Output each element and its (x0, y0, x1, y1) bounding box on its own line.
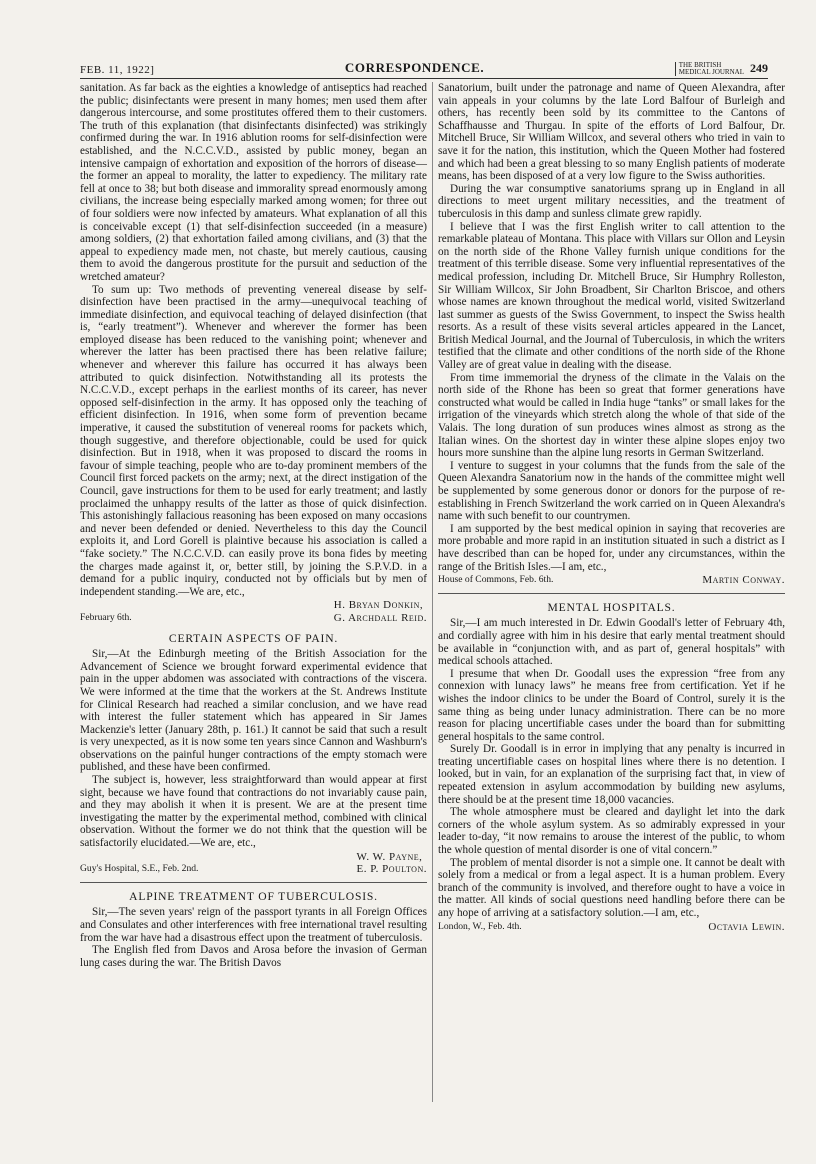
section-rule (80, 882, 427, 883)
signature-name: H. Bryan Donkin, (333, 599, 424, 612)
paragraph: The English fled from Davos and Arosa before the invasion of German lung cases during the war. The British Davos (80, 944, 427, 969)
paragraph: From time immemorial the dryness of the climate in the Valais on the north side of the Rhone has been so great that former generations have constructed what would be called in India huge “tanks” or small lakes for the irrigation of the vineyards which stretch along the whole of that side of the Valais. The long duration of sun produces wines almost as strong as the Italian wines. On the shortest day in winter these alpine slopes enjoy two hours more sunshine than the alpine lung resorts in German Switzerland. (438, 371, 785, 460)
signature-block (438, 574, 785, 587)
article-heading: ALPINE TREATMENT OF TUBERCULOSIS. (129, 889, 378, 903)
signature-name: E. P. Poulton. (356, 863, 427, 876)
signature-block (80, 599, 427, 624)
article-heading: CERTAIN ASPECTS OF PAIN. (168, 631, 339, 645)
paragraph: I presume that when Dr. Goodall uses the expression “free from any connexion with lunacy laws” he means free from certification. Yet if he wishes the indoor clinics to be under the Board of Control, surely it is the same thing as being under lunacy administration. There can be no more reason for placing uncertifiable cases under the board than for submitting general hospitals to the same control. (438, 667, 785, 743)
signature-block (80, 851, 427, 876)
page-header (80, 54, 768, 79)
paragraph: Sanatorium, built under the patronage and name of Queen Alexandra, after vain appeals in your columns by the late Lord Balfour of Burleigh and others, has recently been sold by its committee to the Cantons of Schaffhausse and Thurgau. In spite of the efforts of Lord Balfour, Dr. Mitchell Bruce, Sir William Willcox, and several others who tried in vain to save it for the nation, this institution, which the Queen Mother had fostered and which had been a great blessing to so many English patients of moderate means, has been disposed of at a very low figure to the Swiss authorities. (438, 82, 785, 183)
signature-block (438, 921, 785, 934)
paragraph: The problem of mental disorder is not a simple one. It cannot be dealt with solely from a medical or from a legal aspect. It is a human problem. Every branch of the community is involved, and therefore ought to have a voice in the matter. All kinds of social questions need handling before there can be any hope of arriving at a satisfactory solution.—I am, etc., (438, 856, 785, 919)
paragraph: During the war consumptive sanatoriums sprang up in England in all directions to meet urgent military necessities, and the treatment of tuberculosis in this damp and sunless climate grew rapidly. (438, 182, 785, 220)
signature-place: House of Commons, Feb. 6th. (438, 574, 554, 586)
paragraph: Surely Dr. Goodall is in error in implying that any penalty is incurred in treating uncertifiable cases on hospital lines where there is no detention. I looked, but in vain, for an explanation of the surprising fact that, in view of repeated extension in asylum accommodation by building new asylums, there should be at the present time 18,000 vacancies. (438, 743, 785, 806)
paragraph: Sir,—I am much interested in Dr. Edwin Goodall's letter of February 4th, and cordially agree with him in his desire that early mental treatment should be available in “conjunction with, and as part of, general hospitals” with medical schools attached. (438, 617, 785, 668)
paragraph: I believe that I was the first English writer to call attention to the remarkable plateau of Montana. This place with Villars sur Ollon and Leysin on the north side of the Rhone Valley furnish unique conditions for the treatment of this terrible disease. Some very influential representatives of the medical profession, including Dr. Mitchell Bruce, Sir Humphry Rolleston, Sir William Willcox, Sir John Broadbent, Sir Charlton Briscoe, and others whose names are known throughout the medical world, visited Switzerland last summer as guests of the Swiss Government, to inspect the Swiss health resorts. As a result of these visits several articles appeared in the Lancet, British Medical Journal, and the Journal of Tuberculosis, in which the writers testified that the climate and other conditions of the north side of the Rhone Valley are of great value in dealing with the disease. (438, 220, 785, 372)
left-column (80, 82, 427, 969)
paragraph: Sir,—The seven years' reign of the passport tyrants in all Foreign Offices and Consulates and other interferences with free international travel resulting from the war have had a disastrous effect upon the treatment of tuberculosis. (80, 906, 427, 944)
signature-date: February 6th. (80, 611, 132, 623)
signature-names (334, 599, 427, 624)
signature-name: Martin Conway. (702, 574, 785, 587)
journal-name-line2: MEDICAL JOURNAL (678, 68, 744, 76)
signature-place: Guy's Hospital, S.E., Feb. 2nd. (80, 863, 199, 875)
page-number: 249 (750, 61, 768, 75)
journal-name (675, 62, 744, 76)
article-heading: MENTAL HOSPITALS. (547, 600, 676, 614)
header-title: CORRESPONDENCE. (344, 60, 485, 75)
signature-name: W. W. Payne, (356, 850, 423, 863)
column-divider (432, 82, 433, 1102)
right-column (438, 82, 785, 933)
paragraph: The whole atmosphere must be cleared and daylight let into the dark corners of the whole asylum system. As so admirably expressed in your leader to-day, “it now remains to arouse the interest of the public, to whom the whole question of mental disorder is one of vital concern.” (438, 806, 785, 857)
paragraph: I venture to suggest in your columns that the funds from the sale of the Queen Alexandra Sanatorium now in the hands of the committee might well be supplemented by some generous donor or donors for the purpose of re-establishing in French Switzerland the work carried on in Queen Alexandra's name with such benefit to our countrymen. (438, 459, 785, 523)
paragraph: I am supported by the best medical opinion in saying that recoveries are more probable and more rapid in an institution situated in such a district as I have described than can be hoped for, under any circumstances, within the range of the British Isles.—I am, etc., (438, 522, 785, 573)
paragraph: sanitation. As far back as the eighties a knowledge of antiseptics had reached the public; disinfectants were present in many homes; men used them after dangerous intercourse, and some prostitutes offered them to their customers. The truth of this explanation (that disinfectants disinfected) was strikingly confirmed during the war. In 1916 ablution rooms for self-disinfection were established, and the N.C.C.V.D., assisted by public money, began an intensive campaign of exhortation and exposition of the horrors of disease—the former an appeal to morality, the latter to expediency. The military rate fell at once to 38; but both disease and immorality spread enormously among civilians, the increase being especially marked among women; for three out of four soldiers were now infected by amateurs. What explanation of all this is conceivable except (1) that self-disinfection succeeded (in a measure) among soldiers, (2) that exhortation failed among civilians, and (3) that the appeal to expediency made men, not chaste, but merely cautious, causing them to avoid the dangerous prostitute for the pursuit and seduction of the wretched amateur? (80, 82, 427, 283)
header-right (675, 61, 768, 76)
journal-name-line1: THE BRITISH (678, 61, 722, 69)
signature-name: Octavia Lewin. (708, 920, 785, 933)
paragraph: Sir,—At the Edinburgh meeting of the British Association for the Advancement of Science we brought forward experimental evidence that pain in the upper abdomen was associated with contractions of the viscera. We were informed at the time that the workers at the St. Andrews Institute for Clinical Research had reached a similar conclusion, and we have read with interest the fuller statement which has appeared in Sir James Mackenzie's letter (January 28th, p. 161.) It cannot be said that such a result is very unexpected, as it is now some ten years since Cannon and Washburn's observations on the painful hunger contractions of the empty stomach were published, and these have been confirmed. (80, 648, 427, 774)
signature-names (702, 574, 785, 587)
section-rule (438, 593, 785, 594)
paragraph: The subject is, however, less straightforward than would appear at first sight, because we have found that contractions do not invariably cause pain, and they may abolish it when it is present. We are at the present time investigating the matter by the experimental method, combined with clinical observation. Without the former we do not think that the question will be satisfactorily elucidated.—We are, etc., (80, 774, 427, 850)
header-date: FEB. 11, 1922] (80, 64, 155, 76)
signature-names (357, 851, 428, 876)
signature-name: G. Archdall Reid. (333, 611, 427, 624)
signature-place: London, W., Feb. 4th. (438, 920, 522, 932)
paragraph: To sum up: Two methods of preventing venereal disease by self-disinfection have been practised in the army—unequivocal teaching of immediate disinfection, and equivocal teaching of delayed disinfection (that is, “early treatment”). Whenever and wherever the former has been employed disease has been reduced to the vanishing point; whenever and wherever the latter has been practised there has been relative failure; whenever and wherever this failure has occurred it has always been attributed to quick disinfection. Notwithstanding all its protests the N.C.C.V.D., except perhaps in the earliest months of its career, has never opposed self-disinfection in the army. It has opposed only the teaching of efficient disinfection. In 1916, when some form of prevention became imperative, it caused the substitution of venereal rooms for packets which, though suggestive, and therefore objectionable, could be used for quick disinfection. But in 1918, when it was proposed to discard the rooms in favour of simple teaching, people who are to-day prominent members of the Council first forced packets on the army; next, at the direct instigation of the Council, gave instructions for them to be used for early treatment; and lastly proclaimed the unhappy results of the latter as those of quick disinfection. This astonishingly fallacious reasoning has been exposed on many occasions and never been defended or denied. Nevertheless to this day the Council exploits it, and Lord Gorell is plaintive because his association is called a “fake society.” The N.C.C.V.D. can easily prove its bona fides by meeting the charges made against it, or, better still, by joining the S.P.V.D. in a demand for a public inquiry, conducted not by officials but by men of independent standing.—We are, etc., (80, 283, 427, 598)
signature-names (708, 921, 785, 934)
